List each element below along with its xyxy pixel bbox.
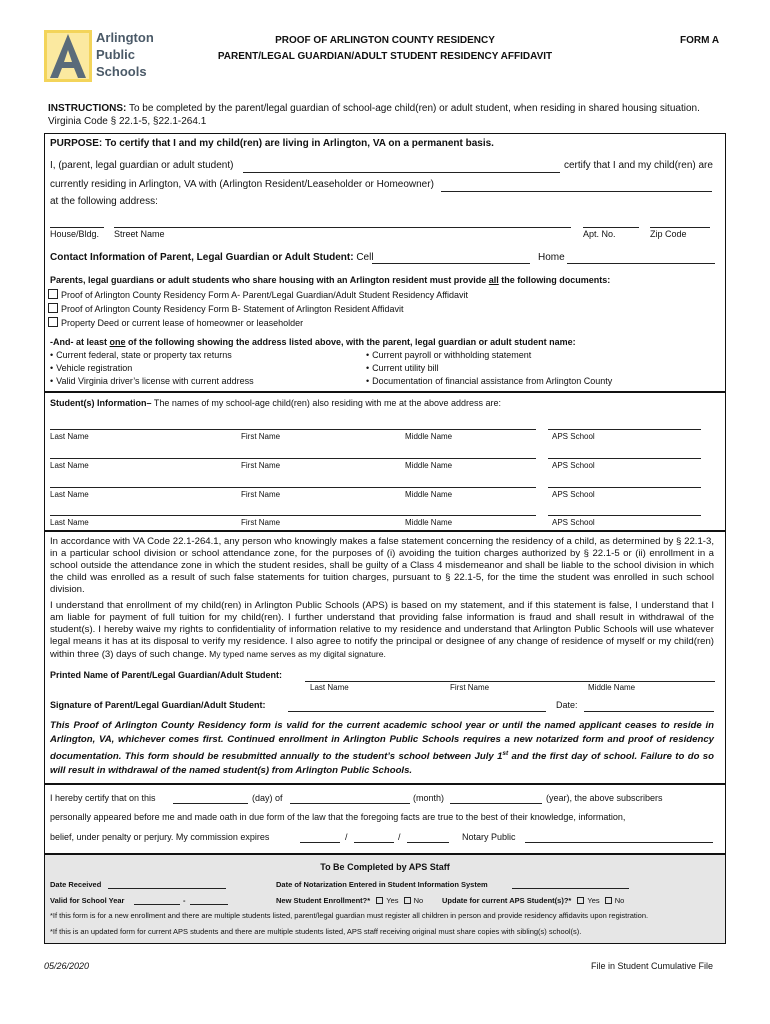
list-item: • Valid Virginia driver’s license with current address	[50, 376, 254, 386]
last-name-label: Last Name	[50, 490, 89, 499]
logo-text-1: Arlington	[96, 30, 154, 45]
legal-paragraph-1: In accordance with VA Code 22.1-264.1, any person who knowingly makes a false statement concerning the residency of a child, as determined by § 22.1-3, in a particular school division or school attendance zone, for the purposes of (i) avoiding the tuition charges authorized by § 22.1-5 or (ii) enrollment in a school outside the attendance zone in which the student resides, shall be guilty of a Class 4 misdemeanor and shall be liable to the school division in which the child was enrolled as a result of such false statements for tuition charges, pursuant to § 22.1-5, for the time the student was enrolled in such school division.	[50, 536, 714, 595]
checkbox[interactable]	[48, 289, 58, 299]
date-received-label: Date Received	[50, 880, 102, 889]
form-title: PROOF OF ARLINGTON COUNTY RESIDENCY	[275, 35, 495, 46]
printed-name-field[interactable]	[305, 681, 715, 682]
notary-line3: belief, under penalty or perjury. My commission expires	[50, 832, 270, 842]
student-school-field[interactable]	[548, 515, 701, 516]
first-name-label: First Name	[241, 461, 281, 470]
checkbox[interactable]	[48, 317, 58, 327]
street-label: Street Name	[114, 229, 165, 239]
student-name-field[interactable]	[50, 487, 536, 488]
valid-year-end-field[interactable]	[190, 904, 228, 905]
staff-note-1: *If this form is for a new enrollment and there are multiple students listed, parent/legal guardian must register all children in person and provide residency affidavits upon registration.	[50, 911, 649, 920]
commission-day-field[interactable]	[354, 842, 394, 843]
new-enrollment-group: New Student Enrollment?* Yes No	[276, 896, 424, 905]
notary-public-label: Notary Public	[462, 832, 516, 842]
form-subtitle: PARENT/LEGAL GUARDIAN/ADULT STUDENT RESIDENCY AFFIDAVIT	[217, 51, 553, 62]
zip-field[interactable]	[650, 227, 710, 228]
footer-file-note: File in Student Cumulative File	[591, 961, 714, 971]
checkbox[interactable]	[577, 897, 584, 904]
purpose-line3-label: at the following address:	[50, 196, 158, 207]
form-label: FORM A	[680, 35, 720, 46]
purpose-heading: PURPOSE: To certify that I and my child(ren) are living in Arlington, VA on a permanent basis.	[50, 138, 494, 149]
middle-name-label: Middle Name	[405, 432, 453, 441]
first-name-label: First Name	[241, 432, 281, 441]
logo-text-3: Schools	[96, 64, 147, 79]
checkbox[interactable]	[48, 303, 58, 313]
middle-name-label: Middle Name	[405, 461, 453, 470]
home-phone-field[interactable]	[567, 263, 715, 264]
aps-school-label: APS School	[552, 461, 595, 470]
contact-line: Contact Information of Parent, Legal Guardian or Adult Student: Cell	[50, 252, 374, 263]
date-notarization-field[interactable]	[512, 888, 629, 889]
checkbox[interactable]	[605, 897, 612, 904]
list-item: • Current utility bill	[366, 363, 439, 373]
street-field[interactable]	[114, 227, 571, 228]
student-name-field[interactable]	[50, 515, 536, 516]
purpose-line2-label: currently residing in Arlington, VA with (Arlington Resident/Leaseholder or Homeowner)	[50, 179, 434, 190]
pn-last-label: Last Name	[310, 683, 349, 692]
notary-day-field[interactable]	[173, 803, 248, 804]
purpose-line1-end: certify that I and my child(ren) are	[564, 160, 713, 171]
middle-name-label: Middle Name	[405, 490, 453, 499]
documents-heading: Parents, legal guardians or adult students who share housing with an Arlington resident must provide all the following documents:	[50, 275, 611, 285]
notary-line1-a: I hereby certify that on this	[50, 793, 156, 803]
house-label: House/Bldg.	[50, 229, 100, 239]
document-item[interactable]: Proof of Arlington County Residency Form B- Statement of Arlington Resident Affidavit	[48, 303, 404, 314]
student-school-field[interactable]	[548, 429, 701, 430]
list-item: • Vehicle registration	[50, 363, 132, 373]
update-current-group: Update for current APS Student(s)?* Yes No	[442, 896, 625, 905]
student-school-field[interactable]	[548, 458, 701, 459]
list-item: • Documentation of financial assistance from Arlington County	[366, 376, 612, 386]
middle-name-label: Middle Name	[405, 518, 453, 527]
zip-label: Zip Code	[650, 229, 687, 239]
virginia-code: Virginia Code § 22.1-5, §22.1-264.1	[48, 116, 207, 127]
pn-middle-label: Middle Name	[588, 683, 636, 692]
notary-line2: personally appeared before me and made oath in due form of the law that the foregoing facts are true to the best of their knowledge, information,	[50, 812, 626, 822]
student-school-field[interactable]	[548, 487, 701, 488]
signature-label: Signature of Parent/Legal Guardian/Adult Student:	[50, 700, 266, 710]
and-heading: -And- at least one of the following showing the address listed above, with the parent, legal guardian or adult student name:	[50, 337, 576, 347]
student-name-field[interactable]	[50, 429, 536, 430]
list-item: • Current federal, state or property tax returns	[50, 350, 232, 360]
notary-public-field[interactable]	[525, 842, 713, 843]
slash-1: /	[345, 832, 348, 842]
apt-label: Apt. No.	[583, 229, 616, 239]
first-name-label: First Name	[241, 490, 281, 499]
printed-name-label: Printed Name of Parent/Legal Guardian/Adult Student:	[50, 670, 283, 680]
notary-line1-b: (day) of	[252, 793, 283, 803]
valid-year-start-field[interactable]	[134, 904, 180, 905]
home-label: Home	[538, 252, 565, 263]
students-section	[44, 392, 726, 531]
aps-school-label: APS School	[552, 490, 595, 499]
student-name-field[interactable]	[50, 458, 536, 459]
signature-field[interactable]	[288, 711, 546, 712]
notary-line1-d: (year), the above subscribers	[546, 793, 663, 803]
resident-name-field[interactable]	[441, 191, 712, 192]
notary-month-field[interactable]	[290, 803, 410, 804]
date-label: Date:	[556, 700, 578, 710]
list-item: • Current payroll or withholding statement	[366, 350, 531, 360]
students-heading: Student(s) Information– The names of my school-age child(ren) also residing with me at the above address are:	[50, 398, 502, 408]
aps-school-label: APS School	[552, 518, 595, 527]
document-item[interactable]: Proof of Arlington County Residency Form A- Parent/Legal Guardian/Adult Student Residency Affidavit	[48, 289, 468, 300]
validity-note: This Proof of Arlington County Residency form is valid for the current academic school year or until the named applicant ceases to reside in Arlington, VA, whichever comes first. Continued enrollment in Arlington Public Schools requires a new notarized form and proof of residency documentation. This form should be resubmitted annually to the student’s school between July 1st and the first day of school. Failure to do so will result in withdrawal of the named student(s) from Arlington Public Schools.	[50, 720, 714, 777]
purpose-line1-label: I, (parent, legal guardian or adult student)	[50, 160, 234, 171]
last-name-label: Last Name	[50, 461, 89, 470]
document-item[interactable]: Property Deed or current lease of homeowner or leaseholder	[48, 317, 303, 328]
last-name-label: Last Name	[50, 432, 89, 441]
legal-paragraph-2: I understand that enrollment of my child(ren) in Arlington Public Schools (APS) is based on my statement, and if this statement is false, I understand that I am liable for payment of full tuition for my child(ren). I further understand that providing false information is fraud and shall result in withdrawal of the student(s). I hereby waive my rights to confidentiality of information relative to my residence and understand that Arlington Public Schools will use whatever legal means it has at its disposal to verify my residence. I also agree to notify the principal or designee of any change of residence of myself or my child(ren) within three (3) days of such change. My typed name serves as my digital signature.	[50, 600, 714, 660]
checkbox[interactable]	[404, 897, 411, 904]
valid-year-dash: -	[183, 896, 186, 905]
date-notarization-label: Date of Notarization Entered in Student Information System	[276, 880, 488, 889]
footer-date: 05/26/2020	[44, 961, 90, 971]
last-name-label: Last Name	[50, 518, 89, 527]
checkbox[interactable]	[376, 897, 383, 904]
pn-first-label: First Name	[450, 683, 490, 692]
house-field[interactable]	[50, 227, 104, 228]
valid-year-label: Valid for School Year	[50, 896, 125, 905]
notary-year-field[interactable]	[450, 803, 542, 804]
instructions: INSTRUCTIONS: To be completed by the parent/legal guardian of school-age child(ren) or adult student, when residing in shared housing situation.	[48, 103, 700, 114]
staff-note-2: *If this is an updated form for current APS students and there are multiple students listed, APS staff receiving original must share copies with sibling(s) school(s).	[50, 927, 582, 936]
cell-field[interactable]	[372, 263, 530, 264]
date-field[interactable]	[584, 711, 714, 712]
logo-text-2: Public	[96, 47, 136, 62]
slash-2: /	[398, 832, 401, 842]
notary-line1-c: (month)	[413, 793, 445, 803]
staff-heading: To Be Completed by APS Staff	[320, 862, 450, 872]
first-name-label: First Name	[241, 518, 281, 527]
date-received-field[interactable]	[108, 888, 226, 889]
commission-year-field[interactable]	[407, 842, 449, 843]
aps-school-label: APS School	[552, 432, 595, 441]
commission-month-field[interactable]	[300, 842, 340, 843]
parent-name-field[interactable]	[243, 172, 560, 173]
apt-field[interactable]	[583, 227, 639, 228]
